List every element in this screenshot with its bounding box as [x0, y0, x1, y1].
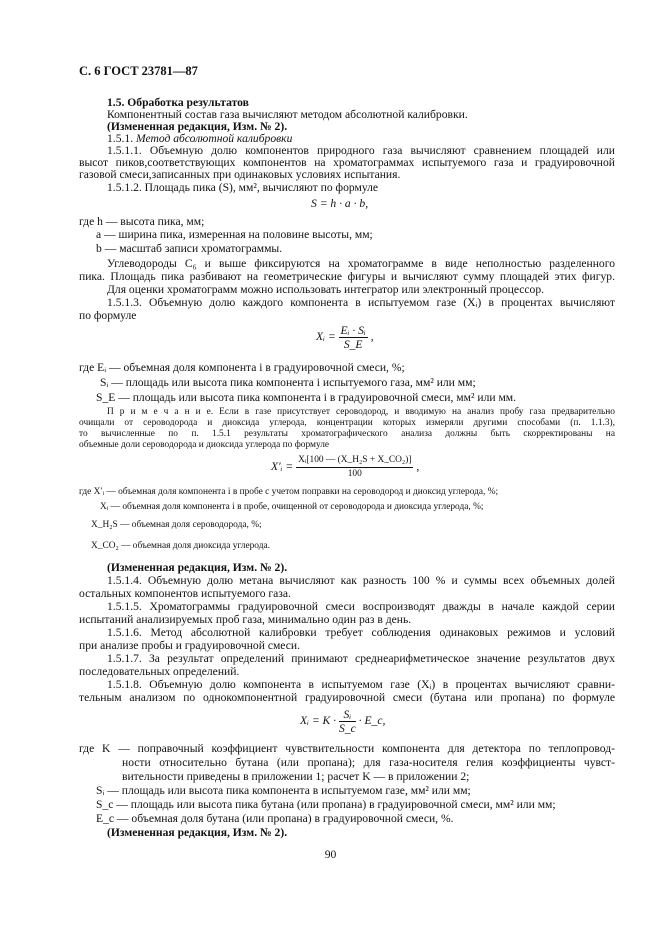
formula-peak-area: S = h · a · b,: [311, 197, 369, 210]
note-definition: где X′ᵢ — объемная доля компонента i в пробе с учетом поправки на сероводород и диоксид углерода, %;: [79, 487, 499, 497]
note-definition: X_CO₂ — объемная доля диоксида углерода.: [91, 541, 271, 551]
definition-line: S_c — площадь или высота пика бутана (или пропана) в градуировочной смеси, мм² или мм;: [96, 798, 556, 811]
definition-line: вительности приведены в приложении 1; расчет K — в приложении 2;: [122, 770, 470, 783]
paragraph-line: при анализе пробы и градуировочной смеси.: [79, 639, 300, 652]
definition-line: Sᵢ — площадь или высота пика компонента в испытуемом газе, мм² или мм;: [96, 784, 471, 797]
paragraph-line: Для оценки хроматограмм можно использовать интегратор или электронный процессор.: [107, 283, 545, 296]
paragraph-line: 1.5.1.7. За результат определений принимают среднеарифметическое значение результатов двух: [107, 652, 615, 665]
paragraph-line: 1.5.1.5. Хроматограммы градуировочной смеси воспроизводят дважды в начале каждой серии: [107, 600, 615, 613]
paragraph-line: 1.5.1.2. Площадь пика (S), мм², вычисляют по формуле: [107, 181, 379, 194]
paragraph-line: 1.5.1.6. Метод абсолютной калибровки требует соблюдения одинаковых режимов и условий: [107, 626, 615, 639]
definition-line: где Eᵢ — объемная доля компонента i в градуировочной смеси, %;: [79, 361, 405, 374]
paragraph-line: высот пиков,соответствующих компонентов на хроматограммах испытуемого газа и градуировочной: [79, 156, 615, 169]
paragraph-line: 1.5.1.3. Объемную долю каждого компонента в испытуемом газе (Xᵢ) в процентах вычисляют: [107, 296, 615, 309]
definition-line: b — масштаб записи хроматограммы.: [96, 242, 283, 255]
note-line: то вычисленные по п. 1.5.1 результаты хроматографического анализа должны быть скорректированы на: [79, 429, 615, 439]
paragraph-line: по формуле: [79, 309, 137, 322]
amendment-note: (Измененная редакция, Изм. № 2).: [107, 120, 288, 133]
paragraph-line: газовой смеси,записанных при одинаковых условиях испытания.: [79, 168, 401, 181]
formula-lhs: X′ᵢ =: [271, 460, 294, 474]
paragraph-line: 1.5.1.8. Объемную долю компонента в испытуемом газе (Xᵢ) в процентах вычисляют сравни-: [107, 678, 615, 691]
note-definition: Xᵢ — объемная доля компонента i в пробе, очищенной от сероводорода и диоксида углерода, %;: [100, 502, 484, 512]
subsection-title: Метод абсолютной калибровки: [135, 132, 293, 145]
paragraph-line: пика. Площадь пика разбивают на геометрические фигуры и вычисляют сумму площадей этих фигур.: [79, 270, 615, 283]
formula-lhs: Xᵢ = K ·: [300, 714, 337, 728]
formula-lhs: Xᵢ =: [316, 330, 336, 344]
formula-volume-fraction: [316, 324, 374, 351]
formula-numerator: Eᵢ · Sᵢ: [340, 324, 366, 337]
paragraph-line: испытаний анализируемых проб газа, минимально один раз в день.: [79, 613, 412, 626]
page-number: 90: [324, 848, 337, 861]
paragraph-line: 1.5.1.4. Объемную долю метана вычисляют как разность 100 % и суммы всех объемных долей: [107, 574, 615, 587]
section-heading: 1.5. Обработка результатов: [107, 96, 249, 109]
formula-denominator: S_c: [338, 722, 356, 735]
formula-tail: ,: [416, 460, 420, 474]
amendment-note: (Измененная редакция, Изм. № 2).: [107, 826, 288, 839]
paragraph-line: последовательных определений.: [79, 665, 240, 678]
definition-line: E_c — объемная доля бутана (или пропана) в градуировочной смеси, %.: [96, 812, 454, 825]
definition-line: Sᵢ — площадь или высота пика компонента i испытуемого газа, мм² или мм;: [100, 376, 476, 389]
definition-line: ности относительно бутана (или пропана); для газа-носителя гелия коэффициенты чувст-: [122, 756, 615, 769]
paragraph-line: остальных компонентов испытуемого газа.: [79, 587, 291, 600]
note-line: П р и м е ч а н и е. Если в газе присутствует сероводород, и вводимую на анализ пробу газа предварительно: [107, 407, 615, 417]
formula-numerator: Sᵢ: [339, 708, 356, 722]
formula-denominator: 100: [347, 469, 362, 479]
formula-tail: ,: [370, 330, 374, 344]
formula-correction: [271, 454, 419, 481]
definition-line: где K — поправочный коэффициент чувствительности компонента для детектора по теплопровод-: [79, 742, 615, 755]
paragraph-line: тельным анализом по однокомпонентной градуировочной смеси (бутана или пропана) по формуле: [79, 691, 615, 704]
note-line: объемные доли сероводорода и диоксида углерода по формуле: [79, 440, 330, 450]
amendment-note: (Измененная редакция, Изм. № 2).: [107, 561, 288, 574]
paragraph-line: Компонентный состав газа вычисляют методом абсолютной калибровки.: [107, 108, 468, 121]
note-definition: X_H₂S — объемная доля сероводорода, %;: [91, 520, 262, 530]
formula-fraction: [296, 454, 413, 481]
note-line: очищали от сероводорода и диоксида углерода, концентрации которых измеряли другими способами (п. 1.1.3),: [79, 418, 615, 428]
paragraph-line: Углеводороды C₆ и выше фиксируются на хроматограмме в виде неполностью разделенного: [107, 257, 615, 270]
formula-numerator: Xᵢ[100 — (X_H₂S + X_CO₂)]: [296, 454, 413, 468]
definition-line: a — ширина пика, измеренная на половине высоты, мм;: [96, 228, 373, 241]
formula-fraction: [339, 324, 368, 351]
definition-line: где h — высота пика, мм;: [79, 215, 205, 228]
formula-fraction: [339, 708, 356, 735]
definition-line: S_E — площадь или высота пика компонента i в градуировочной смеси, мм² или мм.: [96, 391, 517, 404]
formula-denominator: S_E: [343, 338, 363, 351]
formula-tail: · E_c,: [358, 714, 386, 728]
running-header: С. 6 ГОСТ 23781—87: [79, 64, 198, 78]
paragraph-line: 1.5.1.1. Объемную долю компонентов природного газа вычисляют сравнением площадей или: [107, 144, 615, 157]
subsection-number: 1.5.1.: [107, 132, 136, 145]
formula-relative: [300, 708, 385, 735]
